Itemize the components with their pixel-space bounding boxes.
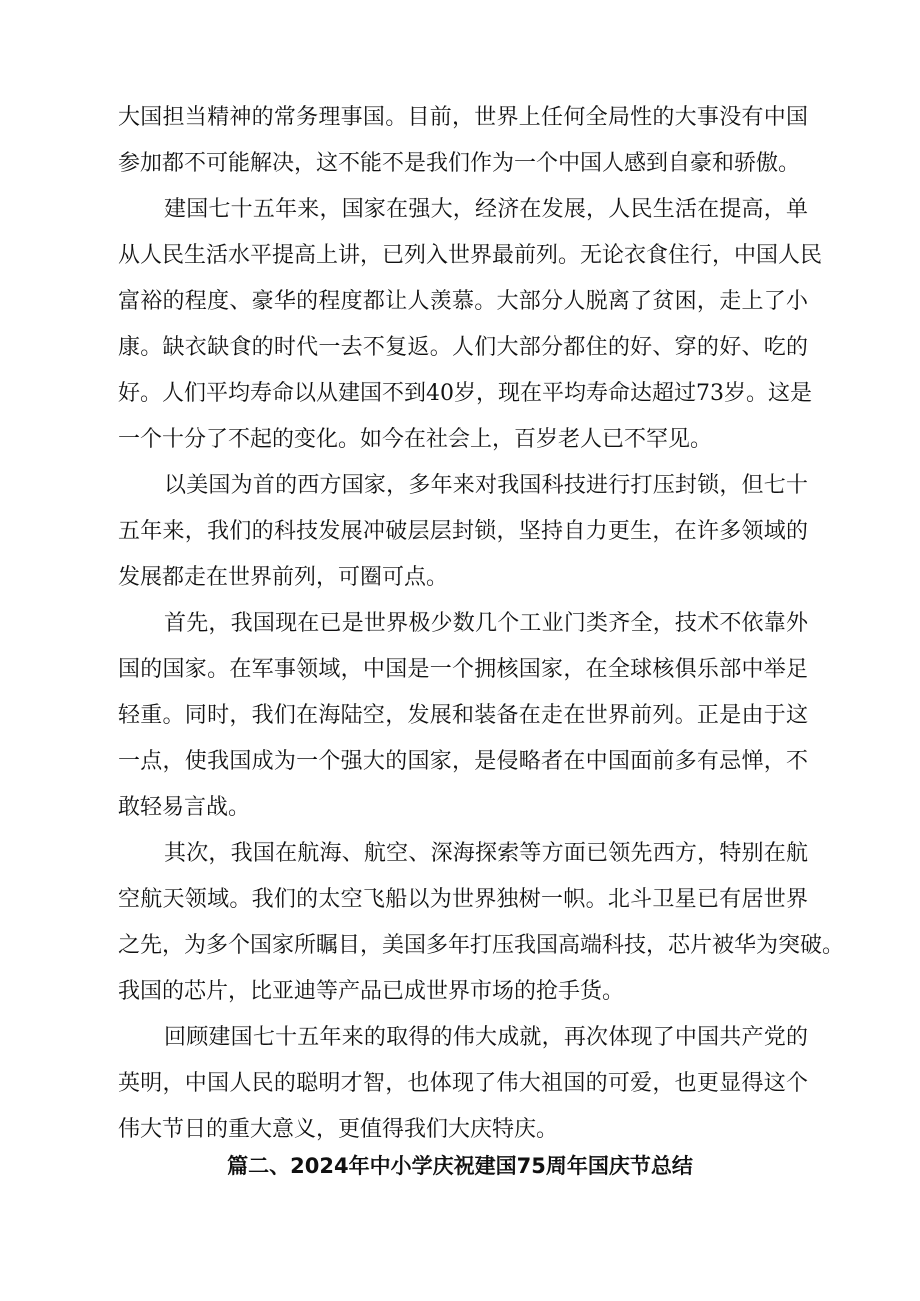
- paragraph-4-line-2: 国的国家。在军事领域，中国是一个拥核国家，在全球核俱乐部中举足: [118, 657, 808, 682]
- paragraph-1-line-2: 参加都不可能解决，这不能不是我们作为一个中国人感到自豪和骄傲。: [118, 151, 801, 176]
- paragraph-6-line-3: 伟大节日的重大意义，更值得我们大庆特庆。: [118, 1117, 559, 1142]
- paragraph-2-line-4: 康。缺衣缺食的时代一去不复返。人们大部分都住的好、穿的好、吃的: [118, 335, 808, 360]
- paragraph-5-line-4: 我国的芯片，比亚迪等产品已成世界市场的抢手货。: [118, 979, 625, 1004]
- paragraph-4-line-1: 首先，我国现在已是世界极少数几个工业门类齐全，技术不依靠外: [164, 611, 808, 636]
- paragraph-1-line-1: 大国担当精神的常务理事国。目前，世界上任何全局性的大事没有中国: [118, 105, 808, 130]
- paragraph-5-line-3: 之先，为多个国家所瞩目，美国多年打压我国高端科技，芯片被华为突破。: [118, 933, 845, 958]
- paragraph-3-line-2: 五年来，我们的科技发展冲破层层封锁，坚持自力更生，在许多领域的: [118, 519, 808, 544]
- paragraph-2-line-5: 好。人们平均寿命以从建国不到40岁，现在平均寿命达超过73岁。这是: [118, 381, 812, 406]
- section-heading: 篇二、2024年中小学庆祝建国75周年国庆节总结: [227, 1154, 693, 1178]
- paragraph-5-line-2: 空航天领域。我们的太空飞船以为世界独树一帜。北斗卫星已有居世界: [118, 887, 808, 912]
- paragraph-2-line-6: 一个十分了不起的变化。如今在社会上，百岁老人已不罕见。: [118, 427, 713, 452]
- paragraph-2-line-2: 从人民生活水平提高上讲，已列入世界最前列。无论衣食住行，中国人民: [118, 243, 823, 268]
- paragraph-4-line-3: 轻重。同时，我们在海陆空，发展和装备在走在世界前列。正是由于这: [118, 703, 808, 728]
- paragraph-6-line-2: 英明，中国人民的聪明才智，也体现了伟大祖国的可爱，也更显得这个: [118, 1071, 808, 1096]
- paragraph-2-line-3: 富裕的程度、豪华的程度都让人羡慕。大部分人脱离了贫困，走上了小: [118, 289, 808, 314]
- paragraph-5-line-1: 其次，我国在航海、航空、深海探索等方面已领先西方，特别在航: [164, 841, 808, 866]
- paragraph-6-line-1: 回顾建国七十五年来的取得的伟大成就，再次体现了中国共产党的: [164, 1025, 808, 1050]
- paragraph-3-line-1: 以美国为首的西方国家，多年来对我国科技进行打压封锁，但七十: [164, 473, 808, 498]
- paragraph-4-line-5: 敢轻易言战。: [118, 795, 251, 820]
- paragraph-2-line-1: 建国七十五年来，国家在强大，经济在发展，人民生活在提高，单: [164, 197, 808, 222]
- paragraph-4-line-4: 一点，使我国成为一个强大的国家，是侵略者在中国面前多有忌惮，不: [118, 749, 808, 774]
- paragraph-3-line-3: 发展都走在世界前列，可圈可点。: [118, 565, 449, 590]
